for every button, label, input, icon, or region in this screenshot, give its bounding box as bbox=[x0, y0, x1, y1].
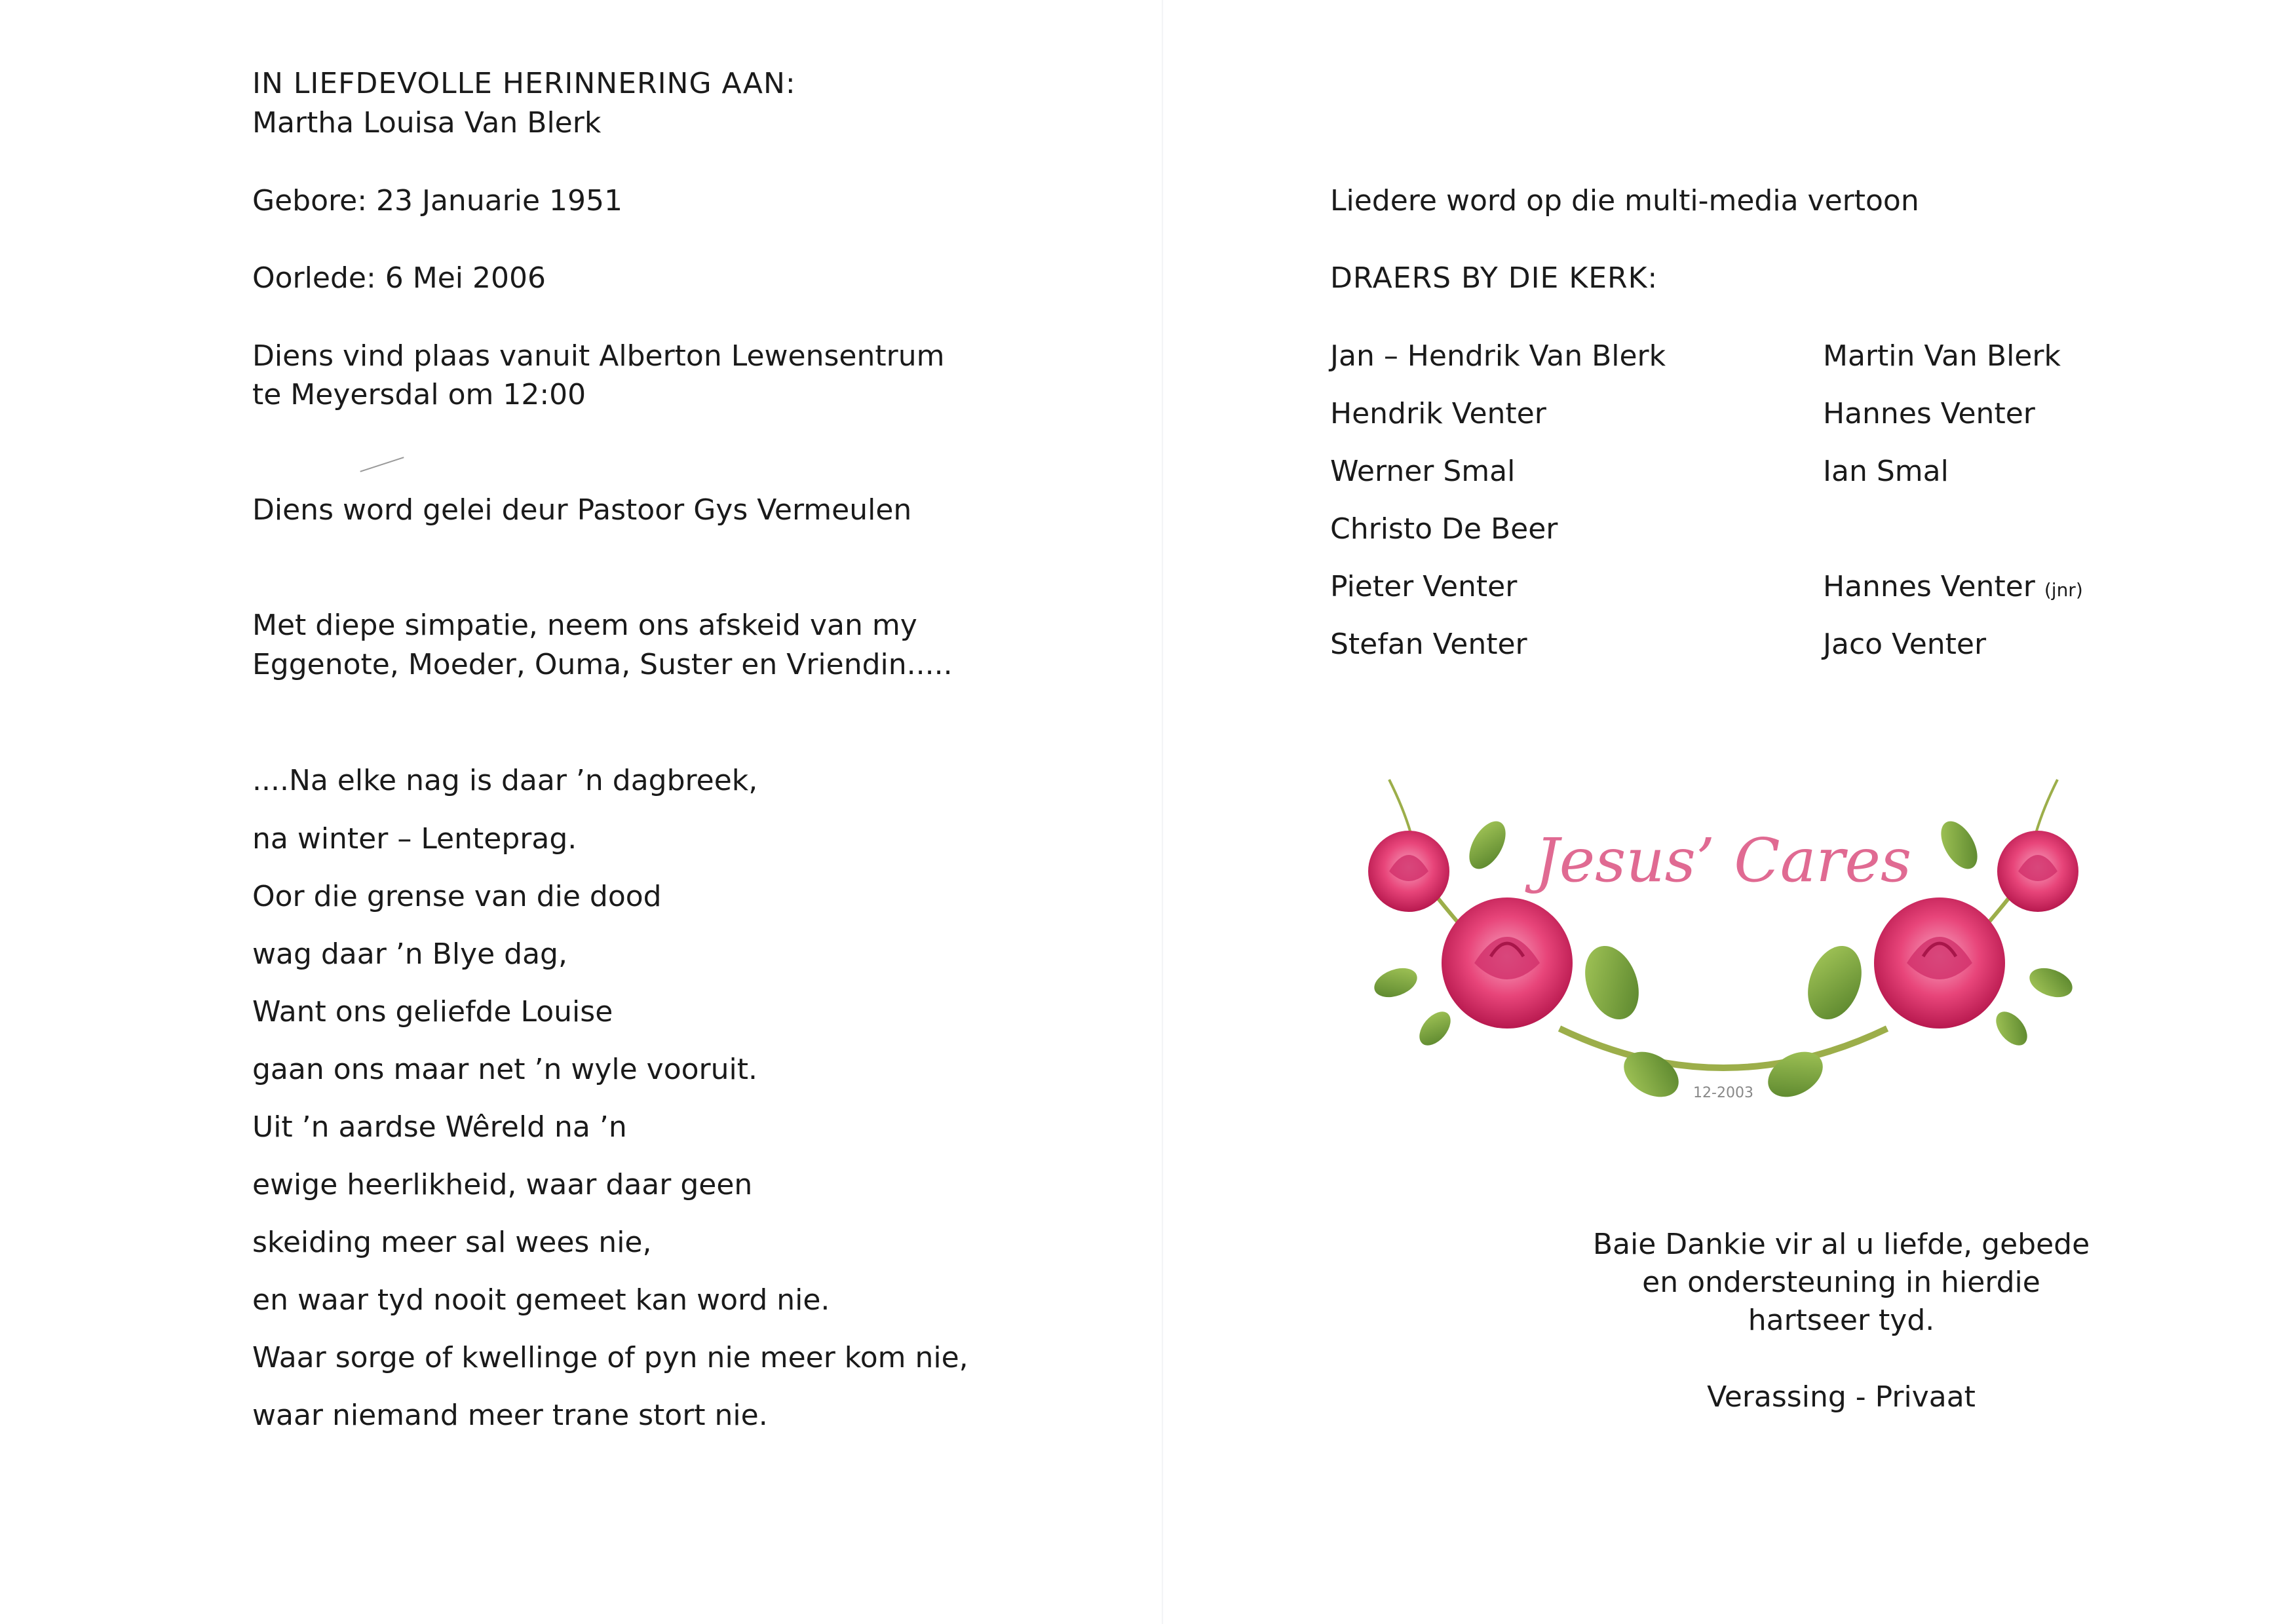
service-location-line2: te Meyersdal om 12:00 bbox=[252, 378, 586, 411]
rose-small-right bbox=[1997, 831, 2078, 912]
poem-line: Want ons geliefde Louise bbox=[252, 995, 613, 1029]
poem-line: ewige heerlikheid, waar daar geen bbox=[252, 1168, 753, 1201]
bearer-name: Stefan Venter bbox=[1330, 628, 1527, 661]
stem bbox=[1559, 1029, 1887, 1068]
rose-large-left bbox=[1442, 897, 1573, 1029]
birth-date: Gebore: 23 Januarie 1951 bbox=[252, 184, 623, 217]
songs-note: Liedere word op die multi-media vertoon bbox=[1330, 184, 1919, 217]
farewell-line1: Met diepe simpatie, neem ons afskeid van my bbox=[252, 609, 917, 642]
right-page bbox=[1163, 0, 2296, 1624]
bearer-name: Hendrik Venter bbox=[1330, 397, 1546, 430]
bearers-heading: DRAERS BY DIE KERK: bbox=[1330, 261, 1658, 295]
bearer-name: Jan – Hendrik Van Blerk bbox=[1330, 339, 1666, 373]
leaf bbox=[1462, 815, 1513, 875]
poem-line: ....Na elke nag is daar ’n dagbreek, bbox=[252, 764, 758, 797]
poem-line: en waar tyd nooit gemeet kan word nie. bbox=[252, 1283, 830, 1317]
bearer-name: Hannes Venter bbox=[1823, 570, 2035, 603]
poem-line: Oor die grense van die dood bbox=[252, 880, 662, 913]
bearer-name: Christo De Beer bbox=[1330, 512, 1558, 546]
leaf bbox=[1934, 815, 1985, 875]
thanks-line1: Baie Dankie vir al u liefde, gebede bbox=[1592, 1228, 2090, 1261]
poem-line: wag daar ’n Blye dag, bbox=[252, 937, 567, 971]
poem-line: gaan ons maar net ’n wyle vooruit. bbox=[252, 1053, 757, 1086]
poem-line: Waar sorge of kwellinge of pyn nie meer kom nie, bbox=[252, 1341, 968, 1374]
image-year: 12-2003 bbox=[1693, 1085, 1753, 1101]
thanks-line3: hartseer tyd. bbox=[1748, 1304, 1935, 1337]
roses-image bbox=[1343, 766, 2103, 1133]
bearer-name: Pieter Venter bbox=[1330, 570, 1518, 603]
thanks-line2: en ondersteuning in hierdie bbox=[1642, 1266, 2040, 1299]
leaf bbox=[2025, 963, 2076, 1003]
rose-small-left bbox=[1368, 831, 1449, 912]
jnr-suffix: (jnr) bbox=[2044, 579, 2083, 601]
bearer-name-jnr bbox=[1823, 567, 2083, 610]
poem-line: Uit ’n aardse Wêreld na ’n bbox=[252, 1110, 627, 1144]
jesus-cares-text: Jesus’ Cares bbox=[1535, 825, 1912, 896]
deceased-name: Martha Louisa Van Blerk bbox=[252, 106, 602, 140]
leaf bbox=[1575, 939, 1648, 1027]
pen-mark bbox=[360, 457, 404, 472]
bearer-name: Hannes Venter bbox=[1823, 397, 2035, 430]
pastor-line: Diens word gelei deur Pastoor Gys Vermeulen bbox=[252, 493, 912, 527]
poem-line: na winter – Lenteprag. bbox=[252, 822, 577, 856]
bearer-name: Jaco Venter bbox=[1823, 628, 1987, 661]
burial-note: Verassing - Privaat bbox=[1707, 1380, 1976, 1414]
rose-large-right bbox=[1874, 897, 2005, 1029]
bearer-name: Martin Van Blerk bbox=[1823, 339, 2061, 373]
leaf bbox=[1370, 963, 1421, 1003]
memorial-heading: IN LIEFDEVOLLE HERINNERING AAN: bbox=[252, 67, 796, 100]
service-location-line1: Diens vind plaas vanuit Alberton Lewensentrum bbox=[252, 339, 945, 373]
poem-line: skeiding meer sal wees nie, bbox=[252, 1226, 652, 1259]
bearer-name: Ian Smal bbox=[1823, 455, 1949, 488]
leaf bbox=[1798, 939, 1871, 1027]
farewell-line2: Eggenote, Moeder, Ouma, Suster en Vriendin..... bbox=[252, 648, 953, 681]
death-date: Oorlede: 6 Mei 2006 bbox=[252, 261, 546, 295]
poem-line: waar niemand meer trane stort nie. bbox=[252, 1399, 768, 1432]
bearer-name: Werner Smal bbox=[1330, 455, 1516, 488]
